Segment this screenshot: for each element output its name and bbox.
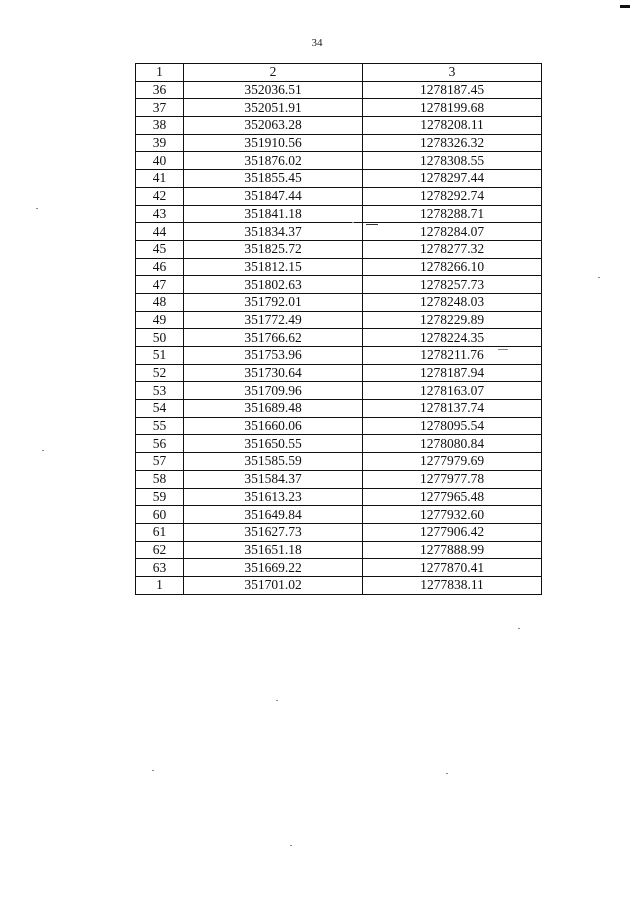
cell-y-coordinate: 1277888.99: [363, 541, 542, 559]
cell-y-coordinate: 1278224.35: [363, 329, 542, 347]
table-row: [136, 347, 542, 365]
cell-point-number: 59: [136, 488, 184, 506]
cell-x-coordinate: 351753.96: [184, 347, 363, 365]
cell-y-coordinate: 1278208.11: [363, 117, 542, 135]
table-row: [136, 329, 542, 347]
cell-y-coordinate: 1278277.32: [363, 240, 542, 258]
scan-speck: [36, 208, 38, 209]
cell-y-coordinate: 1278095.54: [363, 417, 542, 435]
cell-y-coordinate: 1278288.71: [363, 205, 542, 223]
cell-x-coordinate: 351772.49: [184, 311, 363, 329]
table-row: [136, 99, 542, 117]
cell-y-coordinate: 1278326.32: [363, 134, 542, 152]
cell-y-coordinate: 1278080.84: [363, 435, 542, 453]
table-row: [136, 258, 542, 276]
cell-y-coordinate: 1278248.03: [363, 293, 542, 311]
cell-point-number: 48: [136, 293, 184, 311]
cell-x-coordinate: 351584.37: [184, 470, 363, 488]
cell-y-coordinate: 1278229.89: [363, 311, 542, 329]
cell-y-coordinate: 1278187.94: [363, 364, 542, 382]
cell-point-number: 36: [136, 81, 184, 99]
cell-point-number: 37: [136, 99, 184, 117]
cell-x-coordinate: 352063.28: [184, 117, 363, 135]
cell-x-coordinate: 351766.62: [184, 329, 363, 347]
cell-y-coordinate: 1278297.44: [363, 170, 542, 188]
cell-point-number: 53: [136, 382, 184, 400]
column-header-x: 2: [184, 64, 363, 82]
table-row: [136, 559, 542, 577]
scan-corner-mark: [620, 5, 630, 8]
cell-point-number: 39: [136, 134, 184, 152]
cell-y-coordinate: 1277906.42: [363, 523, 542, 541]
table-row: [136, 293, 542, 311]
cell-point-number: 1: [136, 576, 184, 594]
scan-speck: [352, 222, 354, 223]
column-header-point: 1: [136, 64, 184, 82]
cell-x-coordinate: 351651.18: [184, 541, 363, 559]
scan-speck: [366, 224, 378, 225]
cell-y-coordinate: 1278187.45: [363, 81, 542, 99]
cell-y-coordinate: 1277870.41: [363, 559, 542, 577]
cell-x-coordinate: 351627.73: [184, 523, 363, 541]
cell-x-coordinate: 351834.37: [184, 223, 363, 241]
cell-point-number: 41: [136, 170, 184, 188]
table-row: [136, 117, 542, 135]
cell-point-number: 56: [136, 435, 184, 453]
table-row: [136, 382, 542, 400]
cell-x-coordinate: 351847.44: [184, 187, 363, 205]
cell-y-coordinate: 1277979.69: [363, 453, 542, 471]
table-row: [136, 205, 542, 223]
scan-speck: [152, 770, 154, 771]
table-header-row: [136, 64, 542, 82]
cell-x-coordinate: 351855.45: [184, 170, 363, 188]
cell-x-coordinate: 351613.23: [184, 488, 363, 506]
table-row: [136, 470, 542, 488]
cell-point-number: 54: [136, 400, 184, 418]
table-row: [136, 488, 542, 506]
cell-x-coordinate: 351841.18: [184, 205, 363, 223]
cell-point-number: 63: [136, 559, 184, 577]
cell-point-number: 62: [136, 541, 184, 559]
cell-x-coordinate: 351649.84: [184, 506, 363, 524]
cell-y-coordinate: 1278257.73: [363, 276, 542, 294]
cell-x-coordinate: 351792.01: [184, 293, 363, 311]
cell-x-coordinate: 351730.64: [184, 364, 363, 382]
cell-point-number: 61: [136, 523, 184, 541]
cell-y-coordinate: 1278292.74: [363, 187, 542, 205]
scan-speck: [290, 845, 292, 846]
cell-y-coordinate: 1278284.07: [363, 223, 542, 241]
table-row: [136, 400, 542, 418]
cell-point-number: 49: [136, 311, 184, 329]
cell-point-number: 57: [136, 453, 184, 471]
table-row: [136, 417, 542, 435]
cell-x-coordinate: 351825.72: [184, 240, 363, 258]
cell-point-number: 58: [136, 470, 184, 488]
table-row: [136, 506, 542, 524]
cell-y-coordinate: 1277838.11: [363, 576, 542, 594]
table-row: [136, 523, 542, 541]
scan-speck: [518, 628, 520, 629]
table-row: [136, 170, 542, 188]
cell-y-coordinate: 1278163.07: [363, 382, 542, 400]
cell-point-number: 47: [136, 276, 184, 294]
scan-speck: [446, 773, 448, 774]
cell-y-coordinate: 1278266.10: [363, 258, 542, 276]
cell-point-number: 50: [136, 329, 184, 347]
cell-x-coordinate: 351910.56: [184, 134, 363, 152]
column-header-y: 3: [363, 64, 542, 82]
table-row: [136, 223, 542, 241]
table-row: [136, 187, 542, 205]
table-row: [136, 276, 542, 294]
table-body: [136, 81, 542, 594]
cell-x-coordinate: 351650.55: [184, 435, 363, 453]
cell-x-coordinate: 351701.02: [184, 576, 363, 594]
cell-point-number: 52: [136, 364, 184, 382]
page-number: 34: [311, 37, 323, 49]
cell-x-coordinate: 352051.91: [184, 99, 363, 117]
cell-y-coordinate: 1277977.78: [363, 470, 542, 488]
cell-x-coordinate: 352036.51: [184, 81, 363, 99]
scan-speck: [498, 349, 508, 350]
cell-point-number: 40: [136, 152, 184, 170]
scan-speck: [42, 450, 44, 451]
table-row: [136, 364, 542, 382]
table-row: [136, 435, 542, 453]
cell-point-number: 43: [136, 205, 184, 223]
cell-y-coordinate: 1278137.74: [363, 400, 542, 418]
cell-point-number: 38: [136, 117, 184, 135]
scan-speck: [276, 700, 278, 701]
cell-x-coordinate: 351812.15: [184, 258, 363, 276]
table-row: [136, 240, 542, 258]
cell-y-coordinate: 1278308.55: [363, 152, 542, 170]
cell-point-number: 44: [136, 223, 184, 241]
table-row: [136, 541, 542, 559]
scan-speck: [598, 277, 600, 278]
cell-point-number: 55: [136, 417, 184, 435]
cell-x-coordinate: 351669.22: [184, 559, 363, 577]
cell-y-coordinate: 1278211.76: [363, 347, 542, 365]
coordinates-table: [135, 63, 542, 595]
cell-point-number: 60: [136, 506, 184, 524]
cell-point-number: 51: [136, 347, 184, 365]
cell-point-number: 45: [136, 240, 184, 258]
table-row: [136, 134, 542, 152]
cell-x-coordinate: 351802.63: [184, 276, 363, 294]
table-row: [136, 576, 542, 594]
table-row: [136, 453, 542, 471]
cell-x-coordinate: 351660.06: [184, 417, 363, 435]
cell-x-coordinate: 351876.02: [184, 152, 363, 170]
table-row: [136, 81, 542, 99]
table-row: [136, 152, 542, 170]
cell-y-coordinate: 1278199.68: [363, 99, 542, 117]
cell-x-coordinate: 351709.96: [184, 382, 363, 400]
cell-y-coordinate: 1277965.48: [363, 488, 542, 506]
cell-y-coordinate: 1277932.60: [363, 506, 542, 524]
cell-x-coordinate: 351689.48: [184, 400, 363, 418]
table-row: [136, 311, 542, 329]
cell-x-coordinate: 351585.59: [184, 453, 363, 471]
cell-point-number: 42: [136, 187, 184, 205]
cell-point-number: 46: [136, 258, 184, 276]
